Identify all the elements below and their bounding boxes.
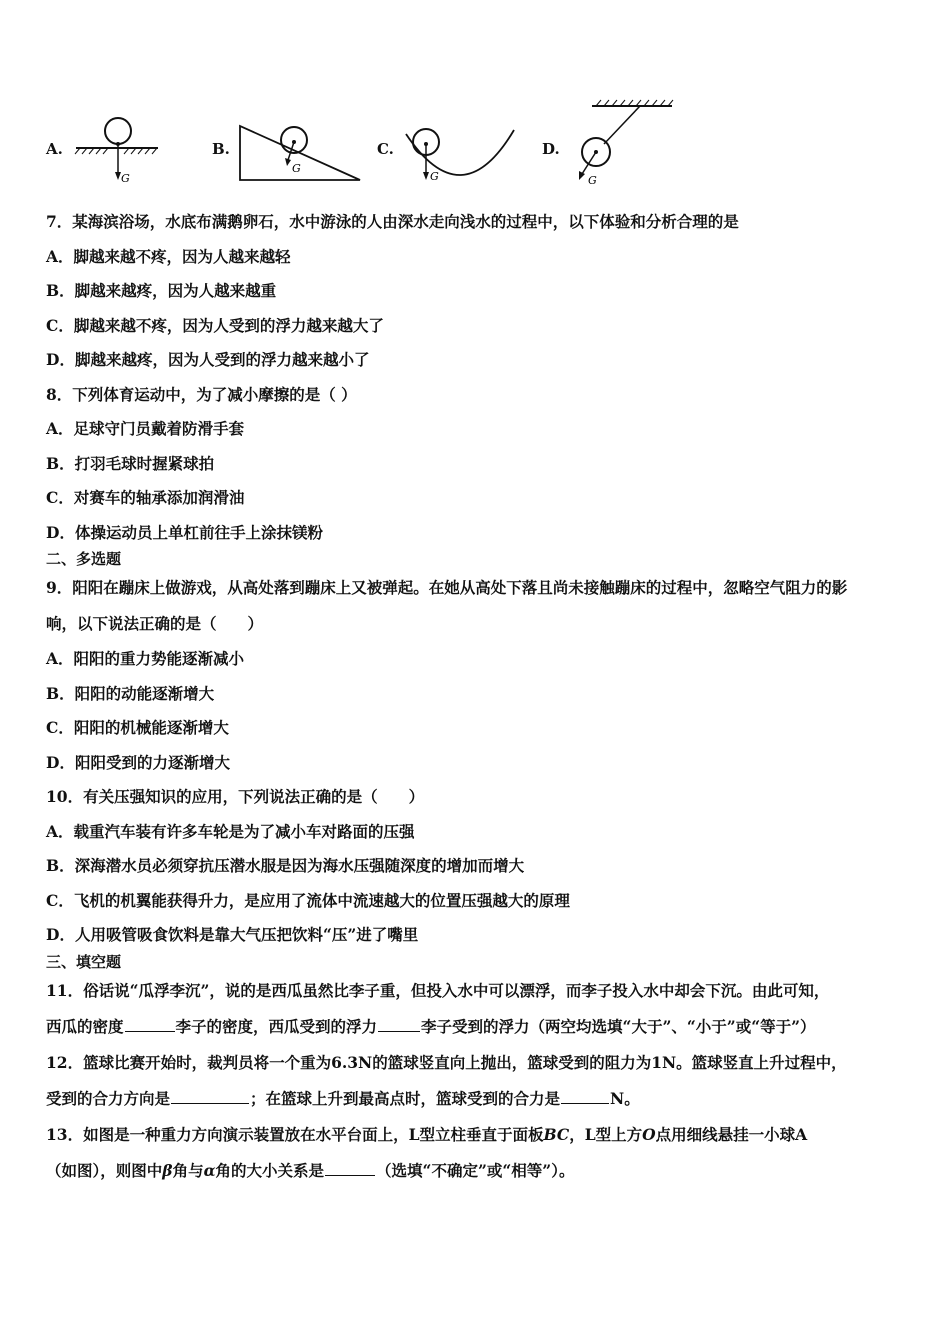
figure-d-g: G — [588, 174, 597, 187]
q13-text-e: 角与 — [172, 1160, 204, 1180]
q11-text-b: 李子的密度，西瓜受到的浮力 — [175, 1016, 378, 1036]
q9-option-d: D．阳阳受到的力逐渐增大 — [46, 752, 230, 772]
figure-c-label: C. — [377, 140, 394, 158]
q13-blank[interactable] — [325, 1161, 375, 1176]
q8-option-a: A．足球守门员戴着防滑手套 — [46, 419, 245, 438]
q11-blank-2[interactable] — [378, 1017, 420, 1032]
q11-line1: 11．俗话说“瓜浮李沉”，说的是西瓜虽然比李子重，但投入水中可以漂浮，而李子投入水中却会下沉。由此可知， — [46, 980, 830, 1000]
q7-option-c: C．脚越来越不疼，因为人受到的浮力越来越大了 — [46, 315, 384, 335]
q13-text-c: 点用细线悬挂一小球A — [655, 1124, 808, 1144]
q12-text-a: 受到的合力方向是 — [46, 1088, 171, 1108]
q7-option-a: A．脚越来越不疼，因为人越来越轻 — [46, 246, 291, 266]
figure-a-diagram — [74, 110, 164, 190]
q8-stem: 8．下列体育运动中，为了减小摩擦的是（ ） — [46, 384, 357, 404]
q13-text-d: （如图），则图中 — [46, 1160, 163, 1180]
q11-text-a: 西瓜的密度 — [46, 1016, 124, 1036]
section-heading-multi-choice: 二、多选题 — [46, 550, 122, 568]
q7-stem: 7．某海滨浴场，水底布满鹅卵石，水中游泳的人由深水走向浅水的过程中，以下体验和分析合理的是 — [46, 212, 739, 231]
figure-b-label: B. — [212, 140, 230, 158]
q11-text-c: 李子受到的浮力（两空均选填“大于”、“小于”或“等于”） — [421, 1016, 816, 1036]
q13-text-a: 13．如图是一种重力方向演示装置放在水平台面上，L型立柱垂直于面板 — [46, 1124, 544, 1144]
section-heading-fill-blank: 三、填空题 — [46, 952, 122, 971]
q9-option-b: B．阳阳的动能逐渐增大 — [46, 683, 215, 703]
q8-option-c: C．对赛车的轴承添加润滑油 — [46, 488, 245, 507]
q13-bc: BC — [543, 1124, 570, 1144]
q13-o: O — [642, 1124, 656, 1144]
figure-c-diagram — [402, 118, 522, 190]
q13-alpha: α — [203, 1160, 216, 1180]
q8-option-b: B．打羽毛球时握紧球拍 — [46, 453, 215, 473]
q13-line1 — [46, 1117, 916, 1153]
q10-option-a: A．载重汽车装有许多车轮是为了减小车对路面的压强 — [46, 821, 415, 841]
q12-line1: 12．篮球比赛开始时，裁判员将一个重为6.3N的篮球竖直向上抛出，篮球受到的阻力为1N。篮球竖直上升过程中， — [46, 1052, 847, 1072]
q13-text-g: （选填“不确定”或“相等”）。 — [376, 1160, 575, 1180]
figure-row — [40, 96, 700, 196]
q11-blank-1[interactable] — [125, 1017, 175, 1032]
q7-option-b: B．脚越来越疼，因为人越来越重 — [46, 281, 277, 300]
figure-d-label: D. — [542, 140, 560, 158]
q9-stem-line2: 响，以下说法正确的是（ ） — [46, 614, 264, 633]
q13-text-f: 角的大小关系是 — [215, 1160, 325, 1180]
q13-line2 — [46, 1153, 916, 1189]
figure-a-g: G — [121, 172, 130, 185]
q10-option-c: C．飞机的机翼能获得升力，是应用了流体中流速越大的位置压强越大的原理 — [46, 890, 570, 910]
q9-option-c: C．阳阳的机械能逐渐增大 — [46, 718, 229, 737]
q12-text-b: ；在篮球上升到最高点时，篮球受到的合力是 — [250, 1088, 561, 1108]
figure-a-label: A. — [46, 140, 63, 158]
figure-d-diagram — [568, 98, 678, 190]
q12-blank-2[interactable] — [561, 1089, 609, 1104]
figure-b-g: G — [292, 162, 301, 175]
q7-option-d: D．脚越来越疼，因为人受到的浮力越来越小了 — [46, 350, 370, 369]
q12-text-c: N。 — [610, 1088, 640, 1108]
figure-c-g: G — [430, 170, 439, 183]
q8-option-d: D．体操运动员上单杠前往手上涂抹镁粉 — [46, 522, 323, 542]
figure-b-diagram — [236, 118, 366, 190]
q12-blank-1[interactable] — [171, 1089, 249, 1104]
q10-option-d: D．人用吸管吸食饮料是靠大气压把饮料“压”进了嘴里 — [46, 925, 419, 944]
q9-stem-line1: 9．阳阳在蹦床上做游戏，从高处落到蹦床上又被弹起。在她从高处下落且尚未接触蹦床的过程中，忽略空气阻力的影 — [46, 578, 848, 597]
question-content — [46, 205, 916, 1189]
q12-line2 — [46, 1081, 916, 1117]
q13-beta: β — [162, 1160, 173, 1180]
q10-stem: 10．有关压强知识的应用，下列说法正确的是（ ） — [46, 787, 425, 806]
q10-option-b: B．深海潜水员必须穿抗压潜水服是因为海水压强随深度的增加而增大 — [46, 856, 525, 875]
q11-line2 — [46, 1009, 916, 1045]
q9-option-a: A．阳阳的重力势能逐渐减小 — [46, 649, 245, 668]
q13-text-b: ，L型上方 — [569, 1124, 643, 1144]
